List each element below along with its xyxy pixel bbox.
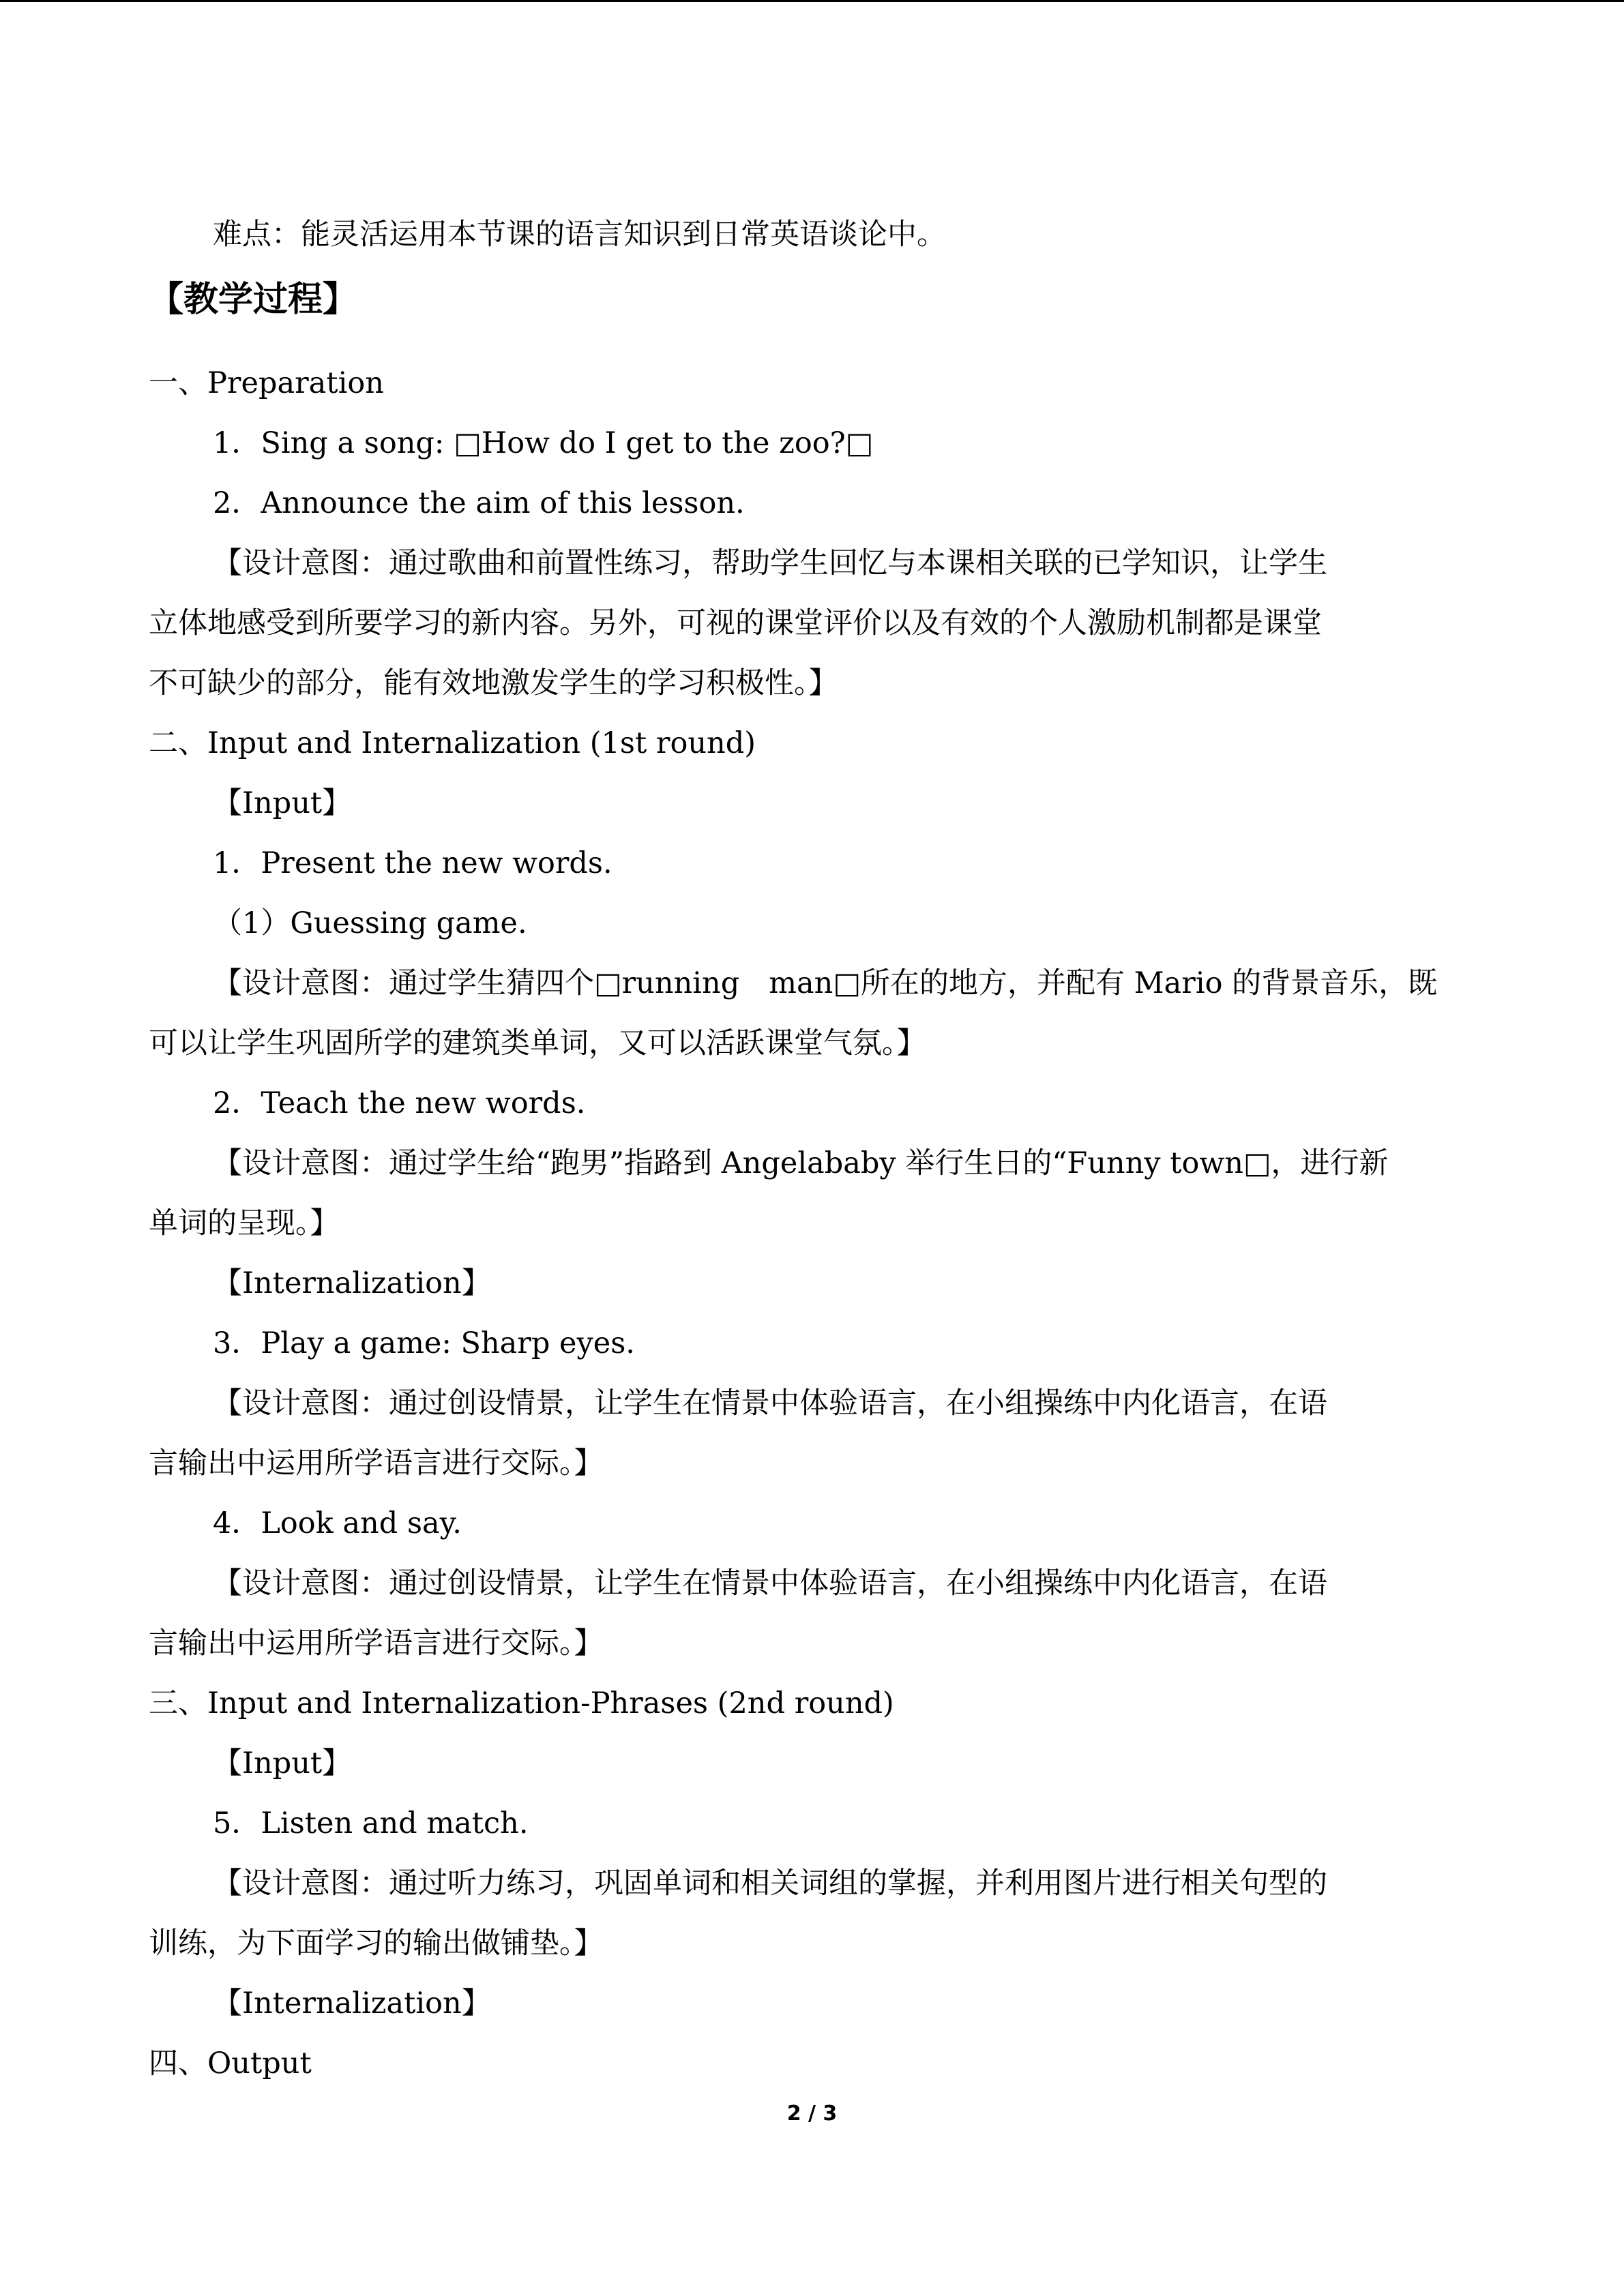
- step-2: 2．Announce the aim of this lesson.: [213, 486, 745, 520]
- design-intent-text: 立体地感受到所要学习的新内容。另外，可视的课堂评价以及有效的个人激励机制都是课堂: [149, 606, 1322, 640]
- design-intent-text: 不可缺少的部分，能有效地激发学生的学习积极性。】: [149, 666, 838, 700]
- part-three-title: 三、Input and Internalization-Phrases (2nd round): [149, 1686, 894, 1720]
- design-intent-text: 言输出中运用所学语言进行交际。】: [149, 1446, 604, 1480]
- sub-step: （1）Guessing game.: [213, 906, 527, 940]
- step-1: 1．Present the new words.: [213, 846, 612, 880]
- design-intent-text: 【设计意图：通过歌曲和前置性练习，帮助学生回忆与本课相关联的已学知识，让学生: [213, 546, 1327, 580]
- top-border: [0, 0, 1624, 2]
- section-heading: 【教学过程】: [149, 280, 358, 320]
- part-one-title: 一、Preparation: [149, 366, 384, 400]
- input-label: 【Input】: [213, 1746, 352, 1780]
- internalization-label: 【Internalization】: [213, 1986, 491, 2021]
- design-intent-text: 【设计意图：通过学生给“跑男”指路到 Angelababy 举行生日的“Funny town□，进行新: [213, 1146, 1389, 1180]
- design-intent-text: 【设计意图：通过听力练习，巩固单词和相关词组的掌握，并利用图片进行相关句型的: [213, 1866, 1327, 1900]
- step-3: 3．Play a game: Sharp eyes.: [213, 1326, 635, 1360]
- design-intent-text: 可以让学生巩固所学的建筑类单词，又可以活跃课堂气氛。】: [149, 1026, 926, 1060]
- difficulty-line: 难点：能灵活运用本节课的语言知识到日常英语谈论中。: [213, 218, 946, 252]
- step-2: 2．Teach the new words.: [213, 1086, 586, 1120]
- design-intent-text: 【设计意图：通过学生猜四个□running man□所在的地方，并配有 Mario 的背景音乐，既: [213, 966, 1438, 1000]
- step-5: 5．Listen and match.: [213, 1806, 529, 1840]
- part-four-title: 四、Output: [149, 2046, 312, 2081]
- page-number: 2 / 3: [786, 2102, 838, 2126]
- step-4: 4．Look and say.: [213, 1506, 462, 1540]
- input-label: 【Input】: [213, 786, 352, 820]
- part-two-title: 二、Input and Internalization (1st round): [149, 726, 756, 760]
- design-intent-text: 单词的呈现。】: [149, 1206, 340, 1240]
- design-intent-text: 言输出中运用所学语言进行交际。】: [149, 1626, 604, 1660]
- design-intent-text: 训练，为下面学习的输出做铺垫。】: [149, 1926, 604, 1960]
- design-intent-text: 【设计意图：通过创设情景，让学生在情景中体验语言，在小组操练中内化语言，在语: [213, 1386, 1327, 1420]
- internalization-label: 【Internalization】: [213, 1266, 491, 1300]
- step-1: 1．Sing a song: □How do I get to the zoo?□: [213, 426, 874, 460]
- design-intent-text: 【设计意图：通过创设情景，让学生在情景中体验语言，在小组操练中内化语言，在语: [213, 1566, 1327, 1600]
